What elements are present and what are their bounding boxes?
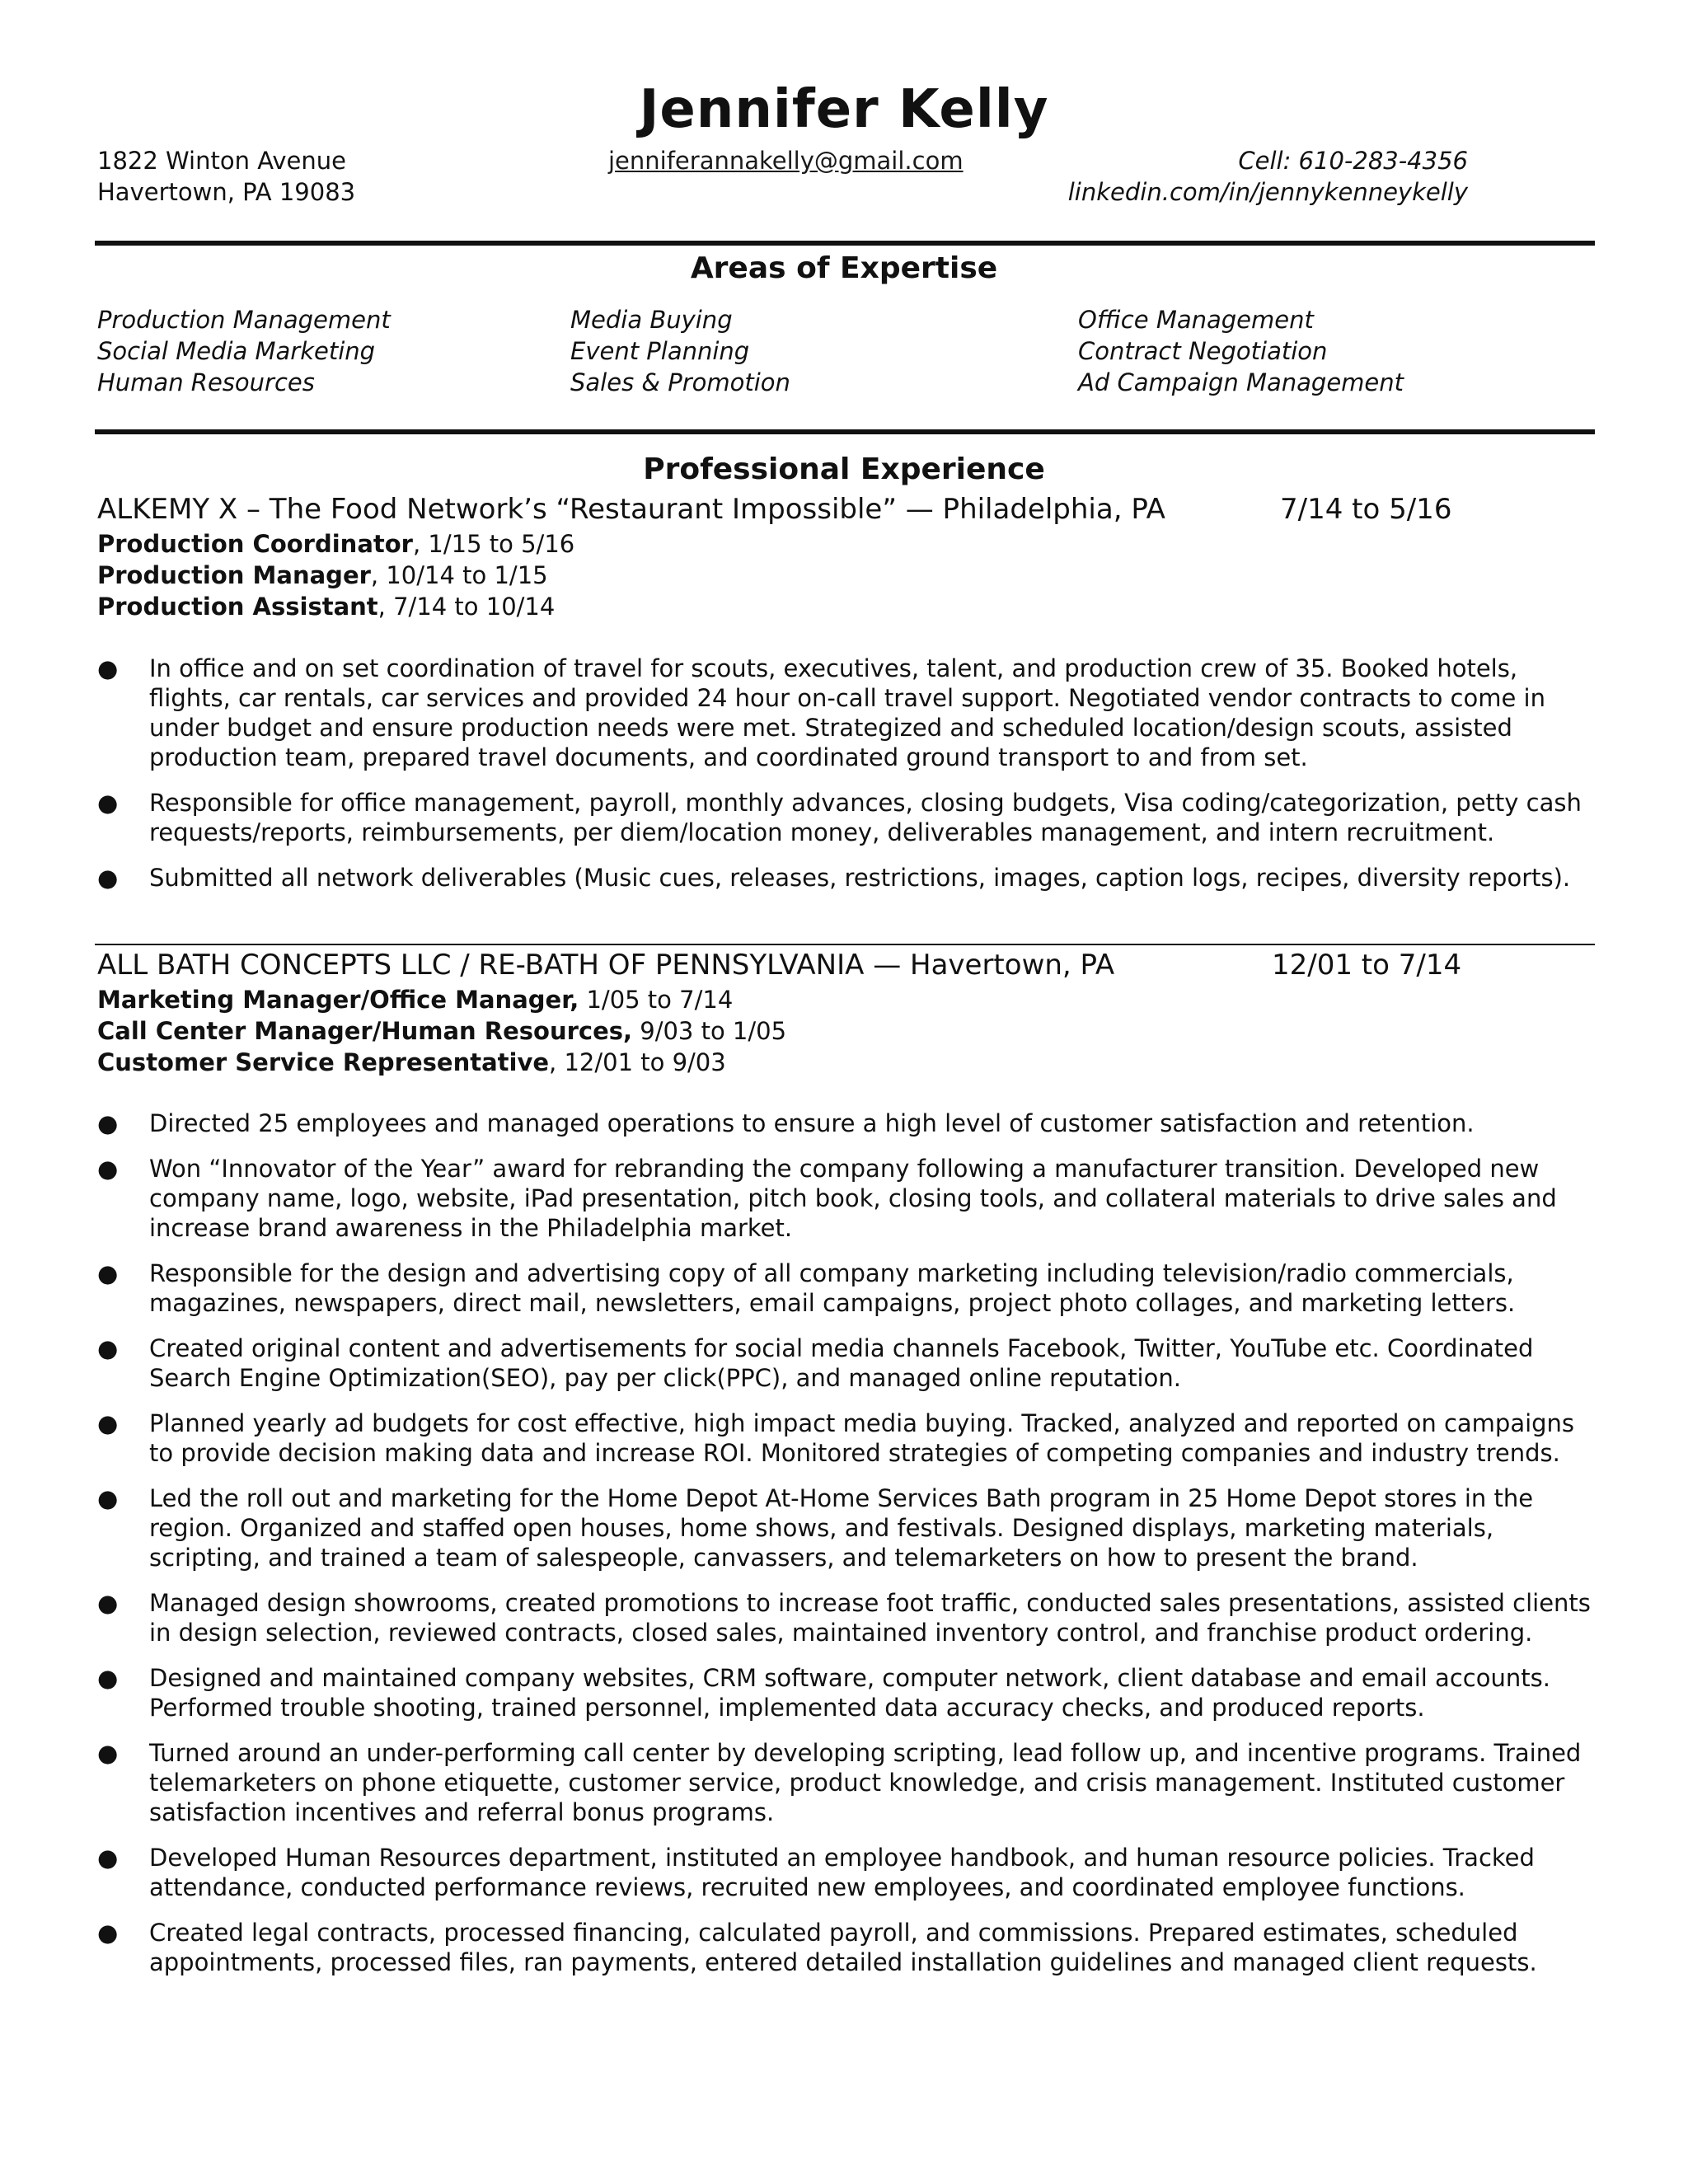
list-item bbox=[97, 1483, 1597, 1572]
bullet-text: Turned around an under-performing call center by developing scripting, lead follow up, and incentive programs. Trained telemarketers on phone etiquette, customer service, product knowledge, and crisis management. Instituted customer satisfaction incentives and referral bonus programs. bbox=[149, 1739, 1582, 1826]
role-line bbox=[97, 984, 786, 1015]
role-title: Call Center Manager/Human Resources, bbox=[97, 1017, 633, 1045]
expertise-item: Office Management bbox=[1078, 306, 1314, 334]
list-item bbox=[97, 788, 1597, 847]
bullet-icon: ● bbox=[97, 1664, 119, 1692]
list-item bbox=[97, 1738, 1597, 1827]
job-2-roles bbox=[97, 984, 786, 1078]
bullet-icon: ● bbox=[97, 1589, 119, 1617]
bullet-text: Created original content and advertisements for social media channels Facebook, Twitter, YouTube etc. Coordinated Search Engine Optimization(SEO), pay per click(PPC), and managed online reputation. bbox=[149, 1334, 1534, 1392]
address-line-1: 1822 Winton Avenue bbox=[97, 147, 346, 175]
role-dates: 9/03 to 1/05 bbox=[632, 1017, 787, 1045]
bullet-text: Responsible for office management, payroll, monthly advances, closing budgets, Visa coding/categorization, petty cash requests/reports, reimbursements, per diem/location money, deliverables management, and intern recruitment. bbox=[149, 789, 1582, 846]
bullet-icon: ● bbox=[97, 789, 119, 817]
email-link[interactable]: jenniferannakelly@gmail.com bbox=[608, 147, 964, 175]
bullet-icon: ● bbox=[97, 1919, 119, 1947]
bullet-icon: ● bbox=[97, 1484, 119, 1512]
expertise-column-2 bbox=[570, 304, 790, 398]
role-dates: , 7/14 to 10/14 bbox=[377, 593, 556, 621]
list-item bbox=[97, 1154, 1597, 1243]
bullet-text: Managed design showrooms, created promotions to increase foot traffic, conducted sales presentations, assisted clients in design selection, reviewed contracts, closed sales, maintained inventory control, and franchise product ordering. bbox=[149, 1589, 1591, 1647]
job-1-company: ALKEMY X – The Food Network’s “Restaurant Impossible” — Philadelphia, PA bbox=[97, 493, 1165, 526]
list-item bbox=[97, 1588, 1597, 1647]
list-item bbox=[97, 1663, 1597, 1722]
role-line bbox=[97, 1015, 786, 1047]
role-title: Customer Service Representative bbox=[97, 1048, 550, 1076]
expertise-column-1 bbox=[97, 304, 391, 398]
list-item bbox=[97, 1843, 1597, 1902]
cell-phone: Cell: 610-283-4356 bbox=[1238, 147, 1468, 175]
bullet-text: Directed 25 employees and managed operations to ensure a high level of customer satisfaction and retention. bbox=[149, 1109, 1475, 1137]
bullet-icon: ● bbox=[97, 1844, 119, 1872]
bullet-text: Responsible for the design and advertising copy of all company marketing including television/radio commercials, magazines, newspapers, direct mail, newsletters, email campaigns, project photo collages, and marketing letters. bbox=[149, 1259, 1516, 1317]
role-line bbox=[97, 591, 574, 622]
address-line-2: Havertown, PA 19083 bbox=[97, 178, 356, 206]
job-divider bbox=[95, 944, 1595, 945]
bullet-text: Created legal contracts, processed financing, calculated payroll, and commissions. Prepared estimates, scheduled appointments, processed files, ran payments, entered detailed installation guidelines and managed client requests. bbox=[149, 1919, 1537, 1976]
list-item bbox=[97, 1408, 1597, 1468]
expertise-column-3 bbox=[1078, 304, 1404, 398]
experience-title: Professional Experience bbox=[643, 452, 1045, 486]
bullet-text: Designed and maintained company websites, CRM software, computer network, client database and email accounts. Performed trouble shooting, trained personnel, implemented data accuracy checks, and produced reports. bbox=[149, 1664, 1550, 1722]
linkedin-url[interactable]: linkedin.com/in/jennykenneykelly bbox=[1067, 178, 1468, 206]
bullet-text: In office and on set coordination of travel for scouts, executives, talent, and production crew of 35. Booked hotels, flights, car rentals, car services and provided 24 hour on-call travel support. Negotiated vendor contracts to come in under budget and ensure production needs were met. Strategized and scheduled location/design scouts, assisted production team, prepared travel documents, and coordinated ground transport to and from set. bbox=[149, 654, 1545, 771]
role-line bbox=[97, 528, 574, 560]
role-dates: 1/05 to 7/14 bbox=[579, 986, 734, 1014]
candidate-name: Jennifer Kelly bbox=[639, 79, 1049, 140]
bullet-text: Submitted all network deliverables (Music cues, releases, restrictions, images, caption logs, recipes, diversity reports). bbox=[149, 864, 1571, 892]
expertise-item: Event Planning bbox=[570, 337, 750, 365]
expertise-item: Contract Negotiation bbox=[1078, 337, 1328, 365]
role-line bbox=[97, 560, 574, 591]
expertise-item: Ad Campaign Management bbox=[1078, 368, 1404, 396]
role-dates: , 12/01 to 9/03 bbox=[549, 1048, 726, 1076]
bullet-text: Won “Innovator of the Year” award for rebranding the company following a manufacturer transition. Developed new company name, logo, website, iPad presentation, pitch book, closing tools, and collateral materials to drive sales and increase brand awareness in the Philadelphia market. bbox=[149, 1155, 1557, 1242]
list-item bbox=[97, 863, 1597, 893]
list-item bbox=[97, 1108, 1597, 1138]
bullet-text: Developed Human Resources department, instituted an employee handbook, and human resource policies. Tracked attendance, conducted performance reviews, recruited new employees, and coordinated employee functions. bbox=[149, 1844, 1535, 1901]
expertise-title: Areas of Expertise bbox=[690, 251, 998, 285]
role-dates: , 10/14 to 1/15 bbox=[370, 561, 548, 589]
job-2-bullets bbox=[97, 1108, 1597, 1993]
bullet-icon: ● bbox=[97, 1155, 119, 1183]
list-item bbox=[97, 654, 1597, 772]
bullet-icon: ● bbox=[97, 1259, 119, 1287]
expertise-item: Production Management bbox=[97, 306, 391, 334]
header-divider bbox=[95, 241, 1595, 246]
role-title: Production Coordinator bbox=[97, 530, 413, 558]
bullet-icon: ● bbox=[97, 1334, 119, 1362]
list-item bbox=[97, 1258, 1597, 1318]
role-title: Marketing Manager/Office Manager, bbox=[97, 986, 579, 1014]
list-item bbox=[97, 1333, 1597, 1393]
job-1-roles bbox=[97, 528, 574, 622]
bullet-icon: ● bbox=[97, 1409, 119, 1437]
bullet-icon: ● bbox=[97, 654, 119, 682]
bullet-text: Led the roll out and marketing for the Home Depot At-Home Services Bath program in 25 Home Depot stores in the region. Organized and staffed open houses, home shows, and festivals. Designed displays, marketing materials, scripting, and trained a team of salespeople, canvassers, and telemarketers on how to present the brand. bbox=[149, 1484, 1534, 1572]
role-title: Production Manager bbox=[97, 561, 371, 589]
expertise-item: Media Buying bbox=[570, 306, 733, 334]
list-item bbox=[97, 1918, 1597, 1977]
job-1-dates: 7/14 to 5/16 bbox=[1280, 493, 1452, 526]
expertise-divider bbox=[95, 429, 1595, 434]
job-1-bullets bbox=[97, 654, 1597, 908]
role-title: Production Assistant bbox=[97, 593, 378, 621]
bullet-icon: ● bbox=[97, 1739, 119, 1767]
expertise-item: Social Media Marketing bbox=[97, 337, 376, 365]
expertise-item: Human Resources bbox=[97, 368, 315, 396]
role-dates: , 1/15 to 5/16 bbox=[412, 530, 575, 558]
job-2-company: ALL BATH CONCEPTS LLC / RE-BATH OF PENNSYLVANIA — Havertown, PA bbox=[97, 949, 1115, 982]
bullet-icon: ● bbox=[97, 864, 119, 892]
expertise-item: Sales & Promotion bbox=[570, 368, 790, 396]
job-2-dates: 12/01 to 7/14 bbox=[1272, 949, 1462, 982]
bullet-text: Planned yearly ad budgets for cost effective, high impact media buying. Tracked, analyzed and reported on campaigns to provide decision making data and increase ROI. Monitored strategies of competing companies and industry trends. bbox=[149, 1409, 1575, 1467]
bullet-icon: ● bbox=[97, 1109, 119, 1137]
role-line bbox=[97, 1047, 786, 1078]
